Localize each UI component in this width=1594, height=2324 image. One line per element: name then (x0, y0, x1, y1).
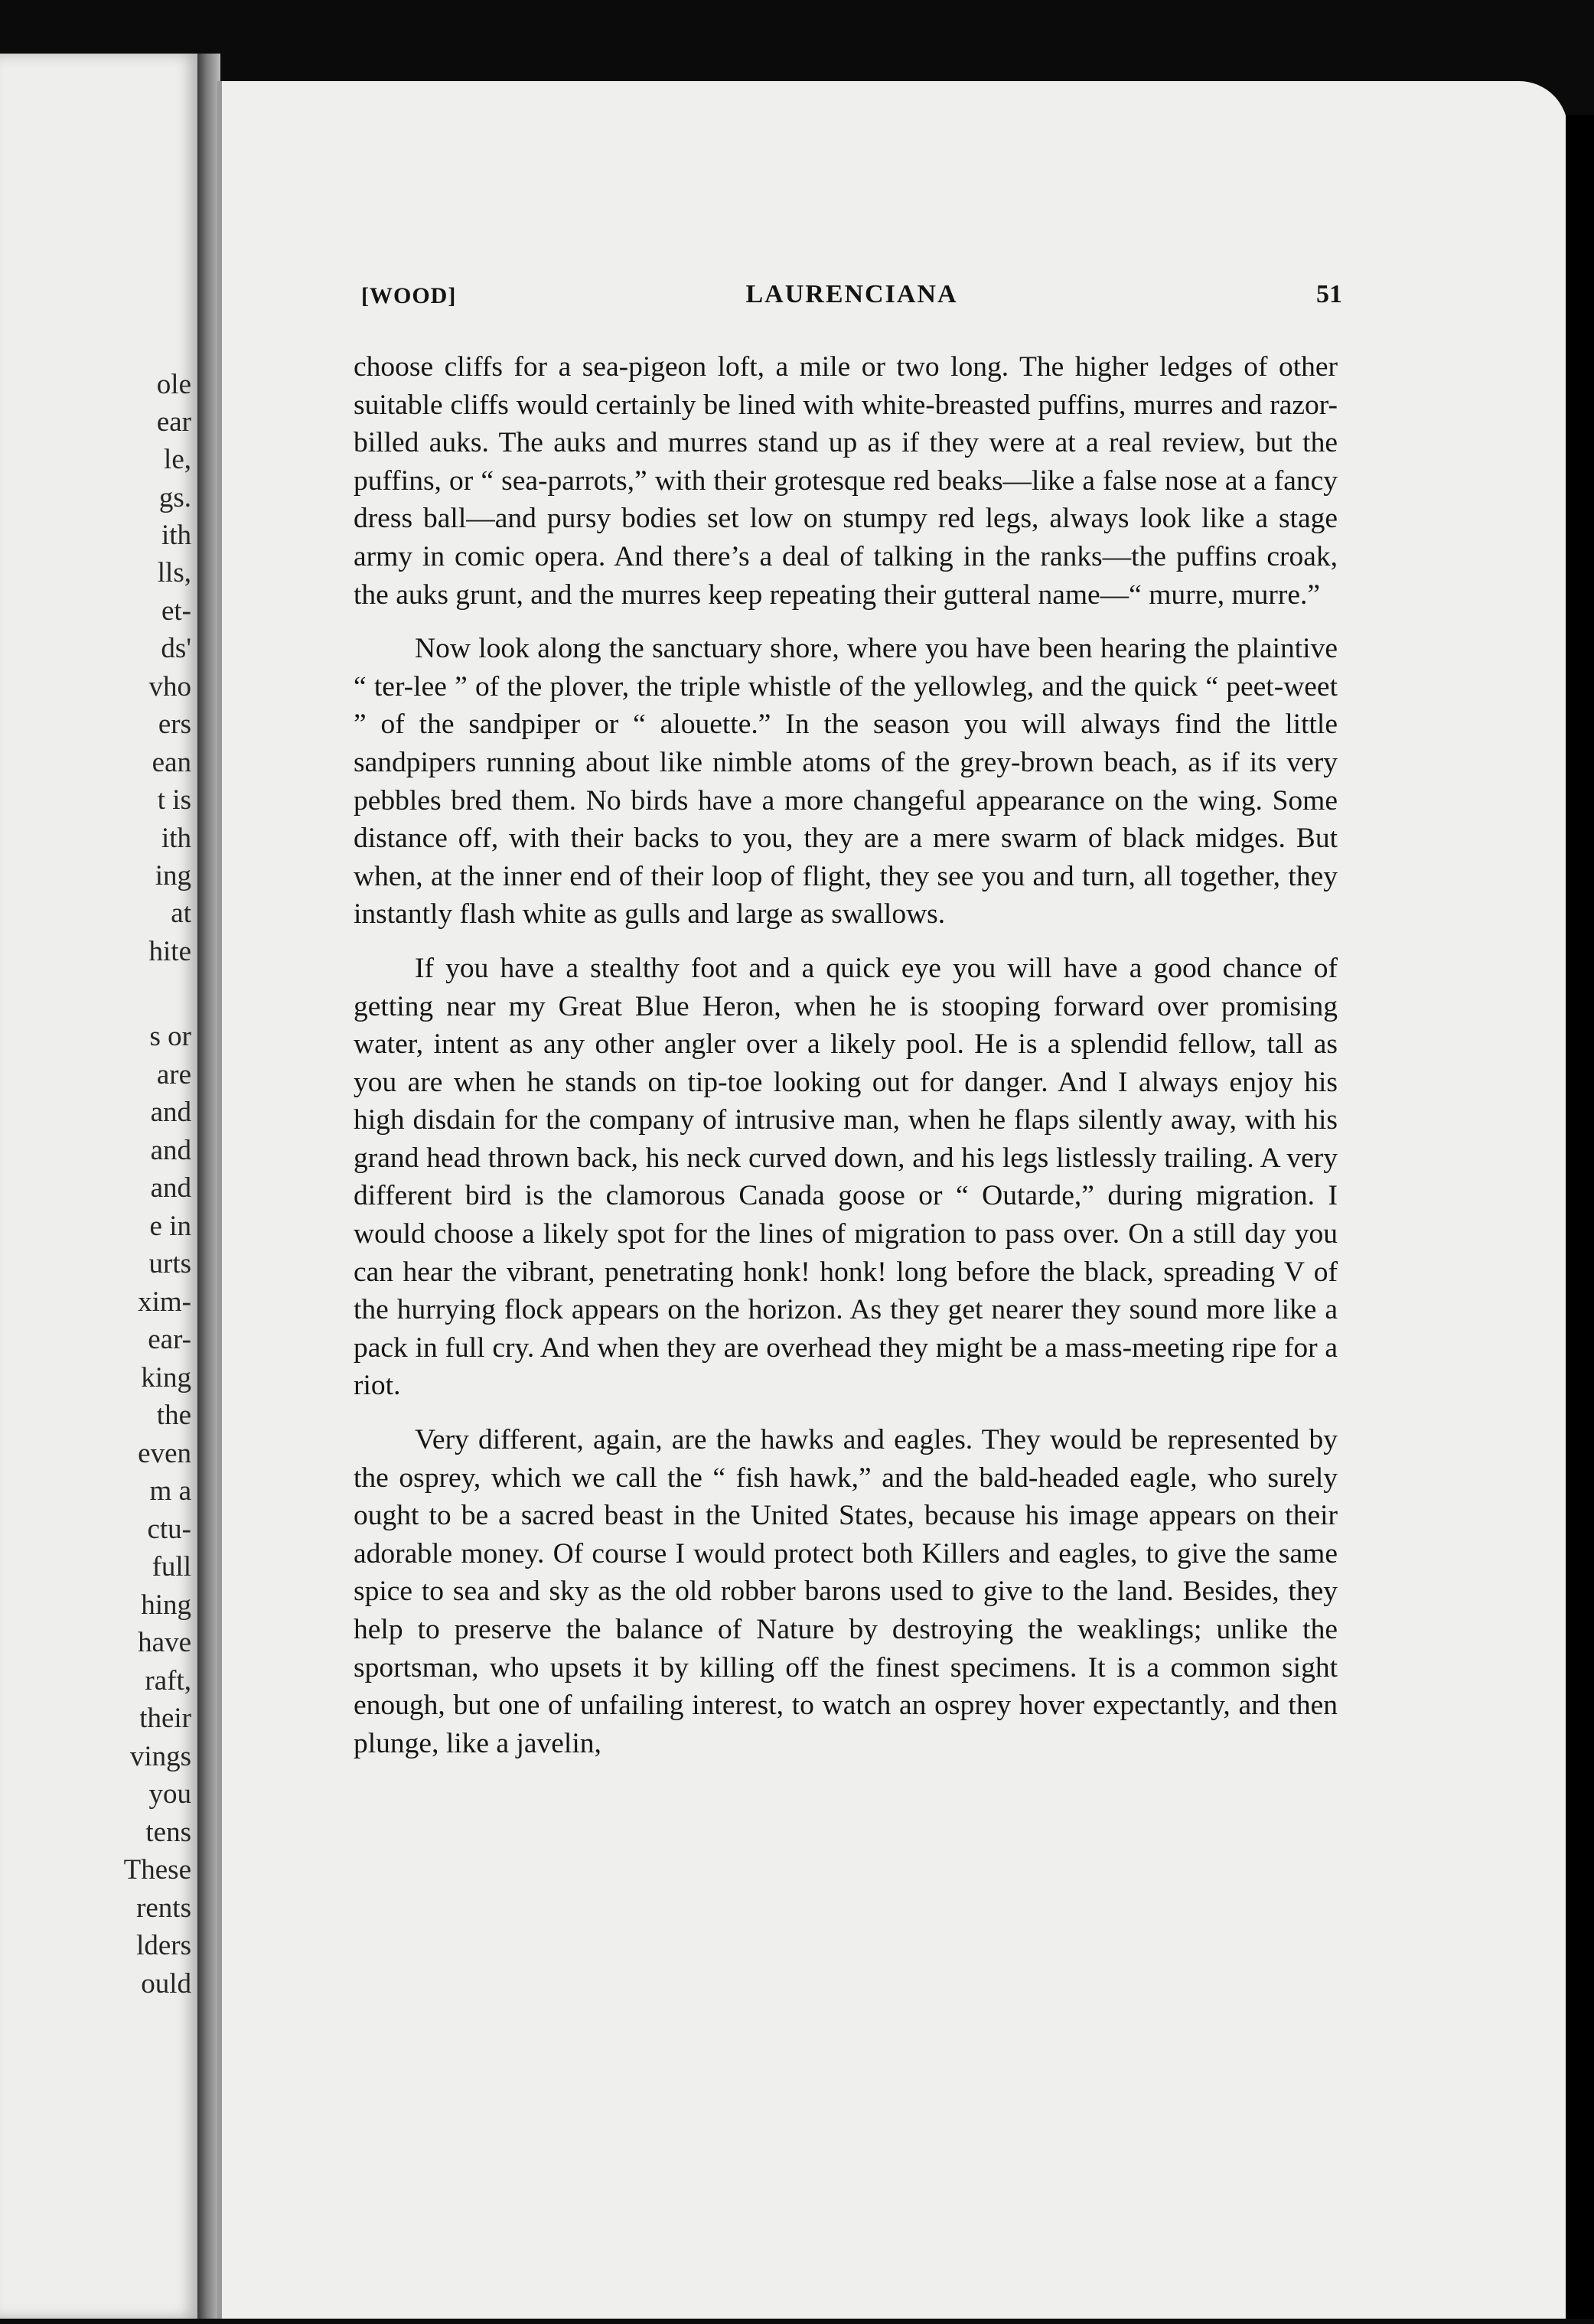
paragraph-1: choose cliffs for a sea-pigeon loft, a mile or two long. The higher ledges of other suitable cliffs would certainly be lined with white-breasted puffins, murres and razor-billed auks. The auks and murres stand up as if they were at a real review, but the puffins, or “ sea-parrots,” with their grotesque red beaks—like a false nose at a fancy dress ball—and pursy bodies set low on stumpy red legs, always look like a stage army in comic opera. And there’s a deal of talking in the ranks—the puffins croak, the auks grunt, and the murres keep repeating their gutteral name—“ murre, murre.” (354, 351, 1338, 611)
facing-page-line: are (156, 1059, 191, 1090)
facing-page-line: m a (149, 1475, 191, 1507)
page-body (354, 348, 1338, 1778)
facing-page-line: ctu- (147, 1514, 191, 1545)
running-header (361, 279, 1342, 317)
header-author: [WOOD] (361, 283, 457, 308)
facing-page-line: e in (149, 1211, 191, 1242)
facing-page-line: gs. (158, 482, 191, 513)
facing-page-line: These (123, 1854, 191, 1886)
facing-page-line: et- (161, 595, 191, 627)
facing-page-line: ear (156, 406, 191, 438)
facing-page-line: the (156, 1400, 191, 1431)
paragraph-4: Very different, again, are the hawks and eagles. They would be represented by the osprey, which we call the “ fish hawk,” and the bald-headed eagle, who surely ought to be a sacred beast in the United States, because his image appears on their adorable money. Of course I would protect both Killers and eagles, to give the same spice to sea and sky as the old robber barons used to give to the land. Besides, they help to preserve the balance of Nature by destroying the weaklings; unlike the sportsman, who upsets it by killing off the finest specimens. It is a common sight enough, but one of unfailing interest, to watch an osprey hover expectantly, and then plunge, like a javelin, (354, 1424, 1338, 1759)
facing-page-line: ear- (148, 1324, 191, 1355)
facing-page-line: even (138, 1438, 191, 1469)
facing-page-line: and (150, 1097, 191, 1128)
facing-page-line: and (150, 1135, 191, 1166)
header-title: LAURENCIANA (745, 280, 958, 308)
facing-page-line: ith (161, 520, 191, 551)
facing-page-line: s or (149, 1021, 191, 1052)
facing-page-line: have (138, 1627, 191, 1658)
facing-page-line: lls, (157, 557, 191, 588)
facing-page-line: their (139, 1703, 191, 1734)
facing-page-line: ith (161, 823, 191, 854)
facing-page-line: king (141, 1362, 191, 1393)
facing-page-line: full (152, 1551, 191, 1582)
facing-page-line: vho (148, 671, 191, 702)
facing-page-line: ing (155, 860, 191, 891)
facing-page-line: lders (136, 1930, 191, 1961)
facing-page (0, 54, 200, 2319)
facing-page-line: vings (129, 1741, 191, 1772)
facing-page-line: ould (141, 1968, 191, 2000)
facing-page-line: urts (148, 1248, 191, 1279)
facing-page-line: rents (136, 1892, 191, 1924)
facing-page-line: xim- (138, 1286, 191, 1318)
facing-page-line: t is (157, 784, 191, 816)
facing-page-line: and (150, 1172, 191, 1204)
paragraph-3: If you have a stealthy foot and a quick eye you will have a good chance of getting near my Great Blue Heron, when he is stooping forward over promising water, intent as any other angler over a likely pool. He is a splendid fellow, tall as you are when he stands on tip-toe looking out for danger. And I always enjoy his high disdain for the company of intrusive man, when he flaps silently away, with his grand head thrown back, his neck curved down, and his legs listlessly trailing. A very different bird is the clamorous Canada goose or “ Outarde,” during migration. I would choose a likely spot for the lines of migration to pass over. On a still day you can hear the vibrant, penetrating honk! honk! long before the black, spreading V of the hurrying flock appears on the horizon. As they get nearer they sound more like a pack in full cry. And when they are overhead they might be a mass-meeting ripe for a riot. (354, 952, 1338, 1402)
facing-page-line: ers (158, 709, 191, 740)
facing-page-line: raft, (145, 1665, 191, 1697)
facing-page-line: hite (148, 936, 191, 967)
facing-page-line: ean (152, 747, 191, 778)
facing-page-line: le, (164, 444, 191, 475)
facing-page-line: ole (156, 369, 191, 400)
paragraph-2: Now look along the sanctuary shore, where you have been hearing the plaintive “ ter-lee ” of the plover, the triple whistle of the yellowleg, and the quick “ peet-weet ” of the sandpiper or “ alouette.” In the season you will always find the little sandpipers running about like nimble atoms of the grey-brown beach, as if its very pebbles bred them. No birds have a more changeful appearance on the wing. Some distance off, with their backs to you, they are a mere swarm of black midges. But when, at the inner end of their loop of flight, they see you and turn, all together, they instantly flash white as gulls and large as swallows. (354, 633, 1338, 931)
facing-page-line: tens (145, 1817, 191, 1848)
facing-page-line: you (148, 1778, 191, 1810)
facing-page-line: at (171, 898, 191, 929)
page-edge-shadow (1566, 115, 1594, 2319)
facing-page-line: hing (141, 1589, 191, 1621)
page-number: 51 (1316, 280, 1342, 308)
facing-page-line: ds' (161, 633, 191, 664)
